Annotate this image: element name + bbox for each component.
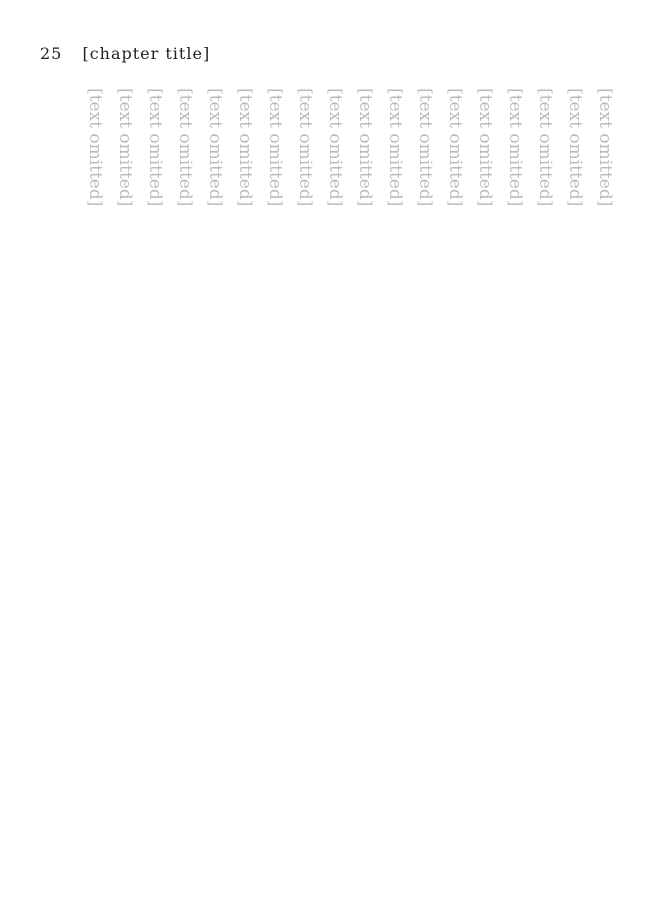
text-column: [text omitted]: [535, 88, 555, 207]
running-title: [chapter title]: [82, 44, 211, 63]
text-column: [text omitted]: [265, 88, 285, 207]
body-text: [60, 88, 620, 848]
page-header: [40, 44, 210, 63]
text-column: [text omitted]: [415, 88, 435, 207]
text-column: [text omitted]: [595, 88, 615, 207]
text-column: [text omitted]: [145, 88, 165, 207]
text-column: [text omitted]: [175, 88, 195, 207]
text-column: [text omitted]: [205, 88, 225, 207]
text-column: [text omitted]: [445, 88, 465, 207]
text-column: [text omitted]: [295, 88, 315, 207]
page-number: 25: [40, 44, 63, 63]
text-column: [text omitted]: [565, 88, 585, 207]
text-column: [text omitted]: [475, 88, 495, 207]
text-column: [text omitted]: [505, 88, 525, 207]
text-column: [text omitted]: [85, 88, 105, 207]
text-column: [text omitted]: [115, 88, 135, 207]
text-column: [text omitted]: [385, 88, 405, 207]
text-column: [text omitted]: [325, 88, 345, 207]
text-column: [text omitted]: [355, 88, 375, 207]
text-column: [text omitted]: [235, 88, 255, 207]
